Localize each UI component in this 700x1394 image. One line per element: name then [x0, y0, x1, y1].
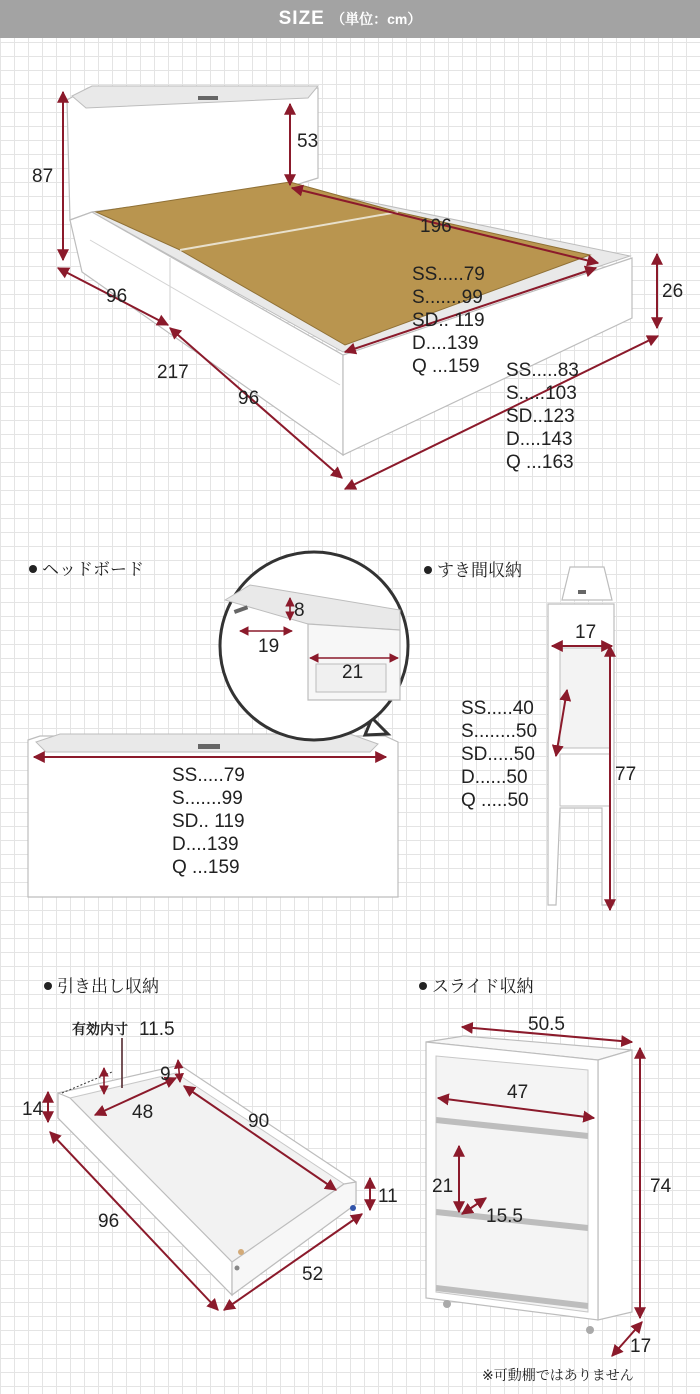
bed-mattress-width: SD.. 119	[412, 310, 485, 331]
slide-storage-shelf-depth: 15.5	[486, 1206, 523, 1227]
bed-mattress-width: S.......99	[412, 287, 483, 308]
gap-storage-width: Q .....50	[461, 790, 529, 811]
bed-headboard-height: 53	[297, 131, 319, 152]
gap-storage-width: D......50	[461, 767, 528, 788]
bed-side-right: 96	[238, 388, 260, 409]
bed-mattress-width: Q ...159	[412, 356, 480, 377]
size-title: SIZE	[278, 8, 325, 29]
bed-mattress-width: D....139	[412, 333, 479, 354]
gap-storage-width: S........50	[461, 721, 538, 742]
bed-total-length: 217	[157, 362, 189, 383]
slide-storage-title: スライド収納	[432, 977, 534, 996]
bed-total-height: 87	[32, 166, 54, 187]
drawer-inner-length: 90	[248, 1111, 270, 1132]
headboard-shelf-height: 8	[294, 600, 305, 621]
headboard-section	[28, 552, 408, 897]
headboard-title: ヘッドボード	[42, 560, 144, 579]
gap-storage-title: すき間収納	[437, 561, 522, 580]
bed-frame-width: Q ...163	[506, 452, 574, 473]
bed-mattress-widths	[412, 264, 485, 377]
gap-storage-width: SS.....40	[461, 698, 534, 719]
drawer-title: 引き出し収納	[57, 977, 159, 996]
drawer-length: 96	[98, 1211, 120, 1232]
bed-side-left: 96	[106, 286, 128, 307]
slide-storage-width: 50.5	[528, 1014, 565, 1035]
drawer-inner-height: 11.5	[139, 1019, 175, 1040]
headboard-outlet-width: 21	[342, 662, 364, 683]
drawer-section	[22, 977, 398, 1310]
bed-frame-height: 26	[662, 281, 684, 302]
slide-storage-height: 74	[650, 1176, 672, 1197]
bed-frame-widths	[506, 360, 579, 473]
drawer-height: 14	[22, 1099, 44, 1120]
gap-storage-top	[562, 567, 612, 600]
drawer-inner-width: 48	[132, 1102, 154, 1123]
bed-frame-width: SS.....83	[506, 360, 579, 381]
headboard-shelf-depth: 19	[258, 636, 280, 657]
gap-storage-height: 77	[615, 764, 637, 785]
drawer-front-height: 11	[378, 1186, 398, 1207]
slide-storage-section	[419, 977, 672, 1383]
drawer-inner-label: 有効内寸	[72, 1021, 128, 1037]
slide-storage-side	[598, 1050, 632, 1320]
slide-storage-inner-width: 47	[507, 1082, 529, 1103]
bed-frame-width: D....143	[506, 429, 573, 450]
headboard-width: SD.. 119	[172, 811, 245, 832]
drawer-width: 52	[302, 1264, 324, 1285]
headboard-width: S.......99	[172, 788, 243, 809]
gap-storage-depth: 17	[575, 622, 597, 643]
headboard-width: D....139	[172, 834, 239, 855]
headboard-width: Q ...159	[172, 857, 240, 878]
slide-storage-depth: 17	[630, 1336, 652, 1357]
gap-storage-width: SD.....50	[461, 744, 535, 765]
gap-storage-section	[424, 561, 636, 910]
bed-mattress-width: SS.....79	[412, 264, 485, 285]
bed-frame-width: S.....103	[506, 383, 577, 404]
headboard-width: SS.....79	[172, 765, 245, 786]
drawer-lip: 9	[160, 1064, 171, 1085]
slide-storage-shelf-height: 21	[432, 1176, 454, 1197]
bed-frame-width: SD..123	[506, 406, 575, 427]
bed-length: 196	[420, 216, 452, 237]
slide-storage-note: ※可動棚ではありません	[482, 1367, 634, 1383]
unit-label: （単位：cm）	[331, 11, 422, 27]
